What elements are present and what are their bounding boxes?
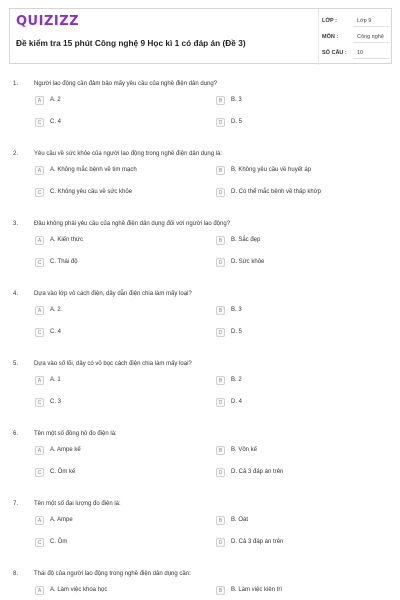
meta-underline [353, 42, 390, 43]
option-a[interactable] [35, 586, 195, 596]
option-text: B. Làm việc kiên trì [231, 587, 283, 593]
option-letter-box: B [216, 306, 225, 315]
option-letter-box: B [216, 586, 225, 595]
meta-value: Lớp 9 [357, 18, 372, 24]
option-letter-box: C [35, 468, 44, 477]
option-text: D. 5 [231, 329, 243, 335]
option-text: A. Ampe kế [50, 447, 81, 453]
option-b[interactable] [216, 516, 376, 526]
option-a[interactable] [35, 166, 195, 176]
worksheet-title: Đề kiểm tra 15 phút Công nghệ 9 Học kì 1 có đáp án (Đề 3) [16, 38, 246, 48]
question-item [0, 360, 400, 420]
option-letter-box: B [216, 516, 225, 525]
option-letter-box: C [35, 328, 44, 337]
option-letter-box: A [35, 306, 44, 315]
option-d[interactable] [216, 468, 376, 478]
option-letter-box: A [35, 96, 44, 105]
option-text: B. Oát [231, 517, 249, 523]
meta-key: SỐ CÂU : [322, 50, 347, 56]
option-d[interactable] [216, 258, 376, 268]
option-letter-box: A [35, 516, 44, 525]
option-text: C. 3 [50, 399, 62, 405]
option-d[interactable] [216, 118, 376, 128]
question-text: Người lao động cần đảm bảo mấy yêu cầu của nghề điện dân dụng? [34, 81, 218, 87]
meta-key: LỚP : [322, 18, 337, 24]
option-text: A. Ampe [50, 517, 73, 523]
meta-row-question-count [319, 47, 394, 59]
option-letter-box: D [216, 468, 225, 477]
option-b[interactable] [216, 446, 376, 456]
option-b[interactable] [216, 586, 376, 596]
option-text: A. 2 [50, 307, 61, 313]
option-letter-box: C [35, 538, 44, 547]
option-a[interactable] [35, 306, 195, 316]
option-d[interactable] [216, 328, 376, 338]
option-c[interactable] [35, 398, 195, 408]
option-text: B. Vôn kế [231, 447, 258, 453]
question-text: Đâu không phải yêu cầu của nghề điện dân dụng đối với người lao động? [34, 221, 231, 227]
option-text: A. 2 [50, 97, 61, 103]
option-b[interactable] [216, 236, 376, 246]
question-number: 6. [13, 431, 19, 437]
question-text: Dựa vào số lõi, dây có vỏ bọc cách điện chia làm mấy loại? [34, 361, 192, 367]
option-c[interactable] [35, 538, 195, 548]
quizizz-logo: QUIZIZZ [16, 14, 80, 29]
question-number: 3. [13, 221, 19, 227]
option-c[interactable] [35, 328, 195, 338]
question-text: Tên một số đồng hồ đo điện là: [34, 431, 117, 437]
option-letter-box: C [35, 118, 44, 127]
option-text: D. 5 [231, 119, 243, 125]
option-a[interactable] [35, 236, 195, 246]
meta-row-subject [319, 31, 394, 43]
option-letter-box: C [35, 188, 44, 197]
option-b[interactable] [216, 166, 376, 176]
option-c[interactable] [35, 118, 195, 128]
option-letter-box: D [216, 188, 225, 197]
option-letter-box: D [216, 258, 225, 267]
option-text: C. Ôm kế [50, 469, 76, 475]
option-letter-box: A [35, 376, 44, 385]
option-d[interactable] [216, 398, 376, 408]
question-number: 7. [13, 501, 19, 507]
option-letter-box: B [216, 446, 225, 455]
meta-value: 10 [357, 50, 364, 56]
option-text: B. Sắc đẹp [231, 237, 261, 243]
option-text: D. Có thể mắc bệnh về thấp khớp [231, 189, 321, 195]
option-b[interactable] [216, 96, 376, 106]
question-item [0, 570, 400, 600]
option-text: B. 3 [231, 307, 242, 313]
option-text: B. Không yêu cầu về huyết áp [231, 167, 312, 173]
option-letter-box: D [216, 328, 225, 337]
option-text: D. Cả 3 đáp án trên [231, 539, 284, 545]
meta-key: MÔN : [322, 34, 339, 40]
option-text: A. Kiến thức [50, 237, 84, 243]
option-text: D. Sức khỏe [231, 259, 265, 265]
question-number: 1. [13, 81, 19, 87]
question-number: 8. [13, 571, 19, 577]
question-item [0, 430, 400, 490]
question-item [0, 220, 400, 280]
question-item [0, 500, 400, 560]
question-number: 5. [13, 361, 19, 367]
option-letter-box: A [35, 446, 44, 455]
worksheet-header [9, 8, 392, 64]
meta-underline [353, 58, 390, 59]
question-number: 4. [13, 291, 19, 297]
option-letter-box: A [35, 236, 44, 245]
option-c[interactable] [35, 188, 195, 198]
option-text: D. Cả 3 đáp án trên [231, 469, 284, 475]
option-c[interactable] [35, 258, 195, 268]
option-text: C. 4 [50, 119, 62, 125]
option-text: B. 3 [231, 97, 242, 103]
option-text: A. Không mắc bệnh về tim mạch [50, 167, 137, 173]
option-text: B. 2 [231, 377, 242, 383]
question-number: 2. [13, 151, 19, 157]
option-a[interactable] [35, 516, 195, 526]
option-letter-box: D [216, 118, 225, 127]
option-letter-box: D [216, 538, 225, 547]
option-a[interactable] [35, 446, 195, 456]
question-text: Tên một số đại lượng đo điện là: [34, 501, 121, 507]
option-text: C. 4 [50, 329, 62, 335]
worksheet-meta [318, 9, 393, 65]
option-letter-box: B [216, 376, 225, 385]
option-d[interactable] [216, 188, 376, 198]
option-letter-box: C [35, 258, 44, 267]
option-text: D. 4 [231, 399, 243, 405]
option-b[interactable] [216, 306, 376, 316]
option-letter-box: B [216, 236, 225, 245]
option-text: C. Ôm [50, 539, 68, 545]
question-item [0, 80, 400, 140]
meta-value: Công nghệ [357, 34, 384, 40]
option-text: C. Thái độ [50, 259, 78, 265]
meta-underline [353, 26, 390, 27]
option-text: C. Không yêu cầu về sức khỏe [50, 189, 133, 195]
option-letter-box: A [35, 586, 44, 595]
option-letter-box: B [216, 96, 225, 105]
meta-row-class [319, 15, 394, 27]
question-text: Yêu cầu về sức khỏe của người lao động trong nghề điện dân dụng là: [34, 151, 223, 157]
option-letter-box: C [35, 398, 44, 407]
option-d[interactable] [216, 538, 376, 548]
option-text: A. Làm việc khoa học [50, 587, 108, 593]
question-item [0, 150, 400, 210]
option-letter-box: D [216, 398, 225, 407]
question-item [0, 290, 400, 350]
option-b[interactable] [216, 376, 376, 386]
option-a[interactable] [35, 96, 195, 106]
question-text: Dựa vào lớp vỏ cách điện, dây dẫn điện chia làm mấy loại? [34, 291, 192, 297]
option-letter-box: A [35, 166, 44, 175]
option-a[interactable] [35, 376, 195, 386]
option-c[interactable] [35, 468, 195, 478]
option-text: A. 1 [50, 377, 61, 383]
question-text: Thái độ của người lao động trong nghề điện dân dụng cần: [34, 571, 191, 577]
option-letter-box: B [216, 166, 225, 175]
